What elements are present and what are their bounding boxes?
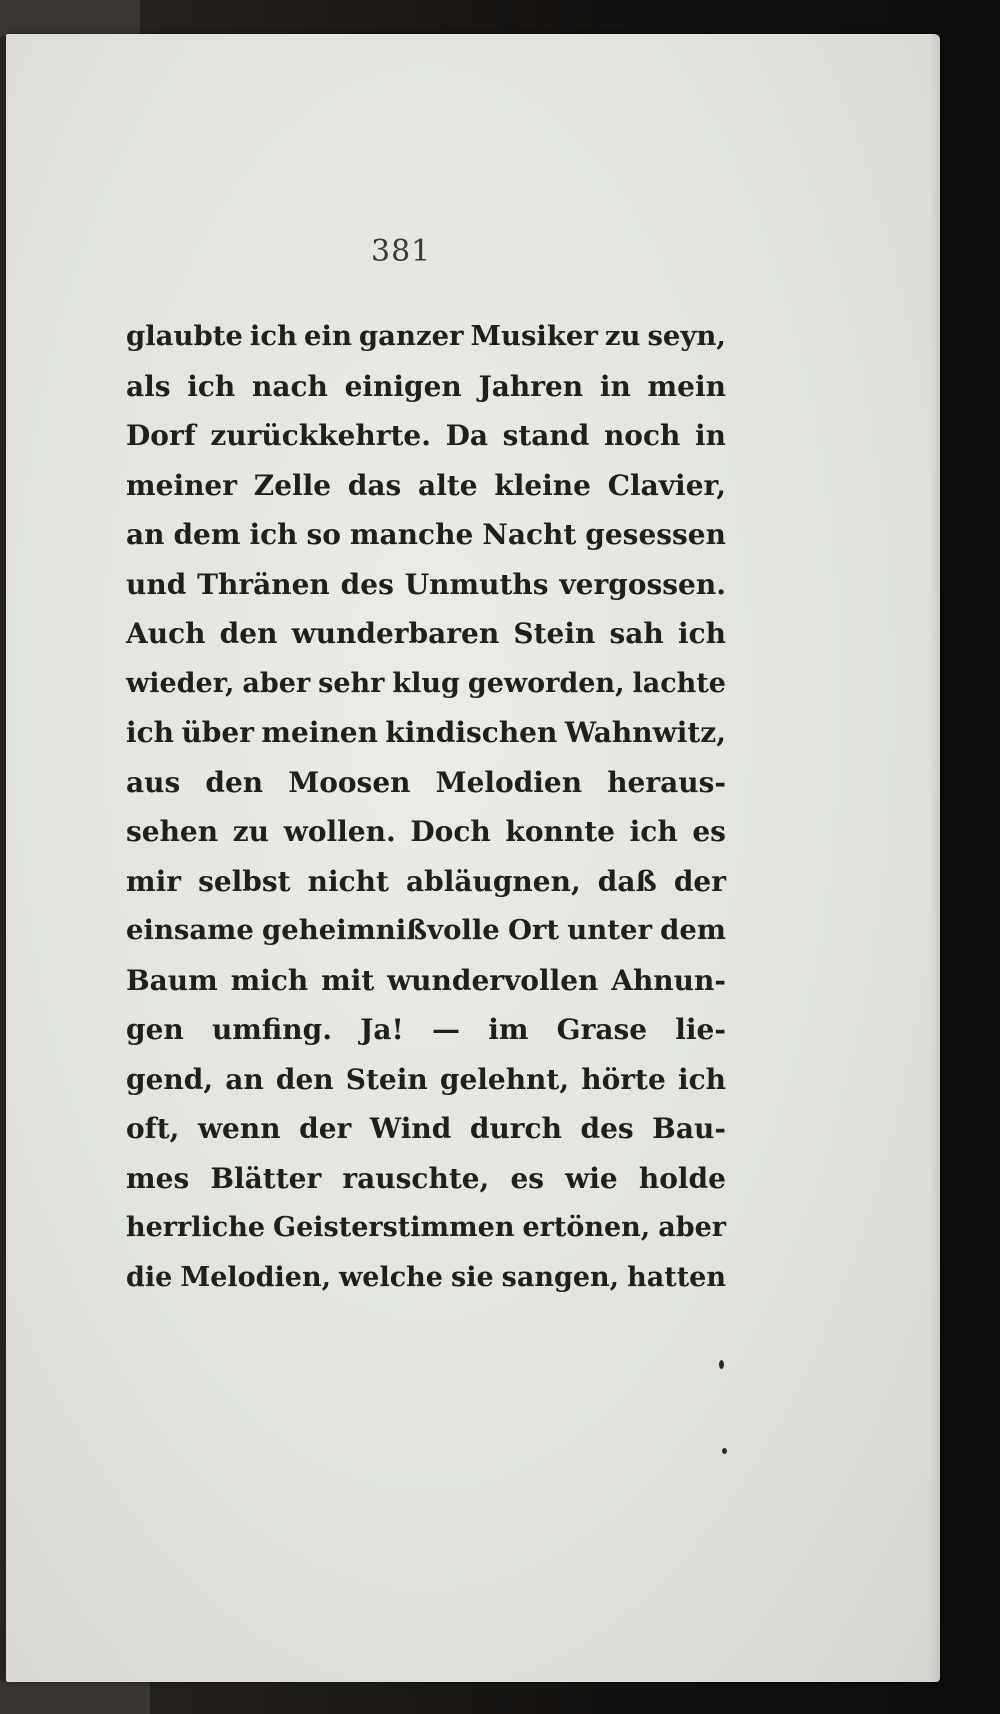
word: Moosen — [288, 765, 411, 799]
word: des — [580, 1112, 634, 1145]
word: an — [126, 518, 165, 551]
body-text — [126, 312, 726, 1302]
word: Doch — [410, 815, 491, 848]
word: klug — [392, 667, 460, 699]
text-line-16 — [126, 1055, 726, 1105]
word: Wind — [369, 1112, 452, 1145]
word: manche — [349, 518, 474, 551]
word: heraus- — [607, 765, 726, 799]
word: zurückkehrte. — [210, 419, 431, 452]
word: zu — [232, 815, 270, 848]
paper-speck — [722, 1448, 727, 1454]
word: herrliche — [126, 1212, 266, 1243]
word: ich — [249, 518, 298, 551]
word: meinen — [261, 716, 378, 749]
word: konnte — [505, 815, 615, 848]
word: mit — [321, 963, 375, 997]
word: Thränen — [197, 567, 330, 601]
word: kindischen — [385, 716, 558, 749]
text-line-2 — [126, 362, 726, 412]
word: Musiker — [470, 320, 598, 352]
word: hatten — [627, 1261, 726, 1293]
word: dem — [660, 914, 726, 946]
word: mes — [126, 1161, 190, 1195]
word: einsame — [126, 914, 254, 946]
word: dem — [173, 518, 241, 551]
word: durch — [469, 1112, 562, 1145]
word: einigen — [344, 369, 462, 403]
word: Stein — [513, 617, 596, 650]
word: gelehnt, — [439, 1062, 570, 1096]
word: gend, — [126, 1062, 214, 1096]
word: des — [340, 567, 394, 601]
page-edge-shadow — [930, 34, 940, 1682]
word: nicht — [307, 864, 389, 898]
word: im — [488, 1013, 529, 1046]
word: ich — [187, 369, 236, 403]
word: lie- — [675, 1013, 726, 1046]
word: der — [299, 1112, 352, 1145]
word: Blätter — [210, 1161, 322, 1195]
word: Zelle — [253, 468, 332, 502]
text-line-5 — [126, 510, 726, 560]
word: aber — [658, 1212, 726, 1243]
word: ich — [677, 617, 726, 650]
text-line-3 — [126, 411, 726, 461]
word: kleine — [494, 468, 591, 502]
word: wenn — [197, 1112, 281, 1145]
word: sehr — [318, 667, 385, 699]
text-line-11 — [126, 807, 726, 857]
text-line-1 — [126, 312, 726, 362]
word: Stein — [345, 1062, 428, 1096]
word: ich — [629, 815, 678, 848]
word: Ahnun- — [611, 963, 726, 997]
word: sehen — [126, 815, 219, 848]
paper-speck — [719, 1360, 724, 1369]
word: Jahren — [478, 369, 584, 403]
word: ich — [677, 1062, 726, 1096]
text-line-8 — [126, 659, 726, 709]
word: aus — [126, 765, 181, 799]
word: nach — [251, 369, 328, 403]
word: Geisterstimmen — [273, 1212, 515, 1243]
text-line-13 — [126, 906, 726, 956]
word: abläugnen, — [406, 864, 581, 898]
word: als — [126, 369, 171, 403]
word: sie — [451, 1261, 494, 1293]
word: den — [275, 1062, 334, 1096]
word: wieder, — [126, 667, 235, 699]
text-line-12 — [126, 857, 726, 907]
word: wollen. — [283, 815, 396, 848]
word: geworden, — [467, 667, 625, 699]
word: selbst — [198, 864, 291, 898]
word: — — [432, 1013, 461, 1046]
book-spine-top — [0, 0, 140, 36]
word: aber — [242, 667, 311, 699]
word: sangen, — [501, 1261, 620, 1293]
word: ganzer — [358, 320, 464, 352]
text-line-15 — [126, 1005, 726, 1055]
word: so — [306, 518, 341, 551]
word: wunderbaren — [291, 617, 500, 650]
word: zu — [604, 320, 641, 352]
word: oft, — [126, 1112, 180, 1145]
word: sah — [609, 617, 664, 650]
word: Auch — [126, 617, 206, 650]
word: der — [673, 864, 726, 898]
word: daß — [597, 864, 657, 898]
word: ich — [249, 320, 298, 352]
text-line-18 — [126, 1154, 726, 1204]
word: holde — [638, 1161, 726, 1195]
word: es — [510, 1161, 545, 1195]
text-line-14 — [126, 956, 726, 1006]
word: umfing. — [211, 1013, 332, 1046]
word: gen — [126, 1013, 184, 1046]
word: in — [599, 369, 631, 403]
word: unter — [567, 914, 652, 946]
word: über — [181, 716, 254, 749]
word: wundervollen — [387, 963, 599, 997]
word: stand — [502, 419, 590, 452]
word: alte — [418, 468, 478, 502]
word: hörte — [581, 1062, 666, 1096]
text-line-19 — [126, 1203, 726, 1253]
word: seyn, — [647, 320, 726, 352]
text-line-9 — [126, 708, 726, 758]
text-line-4 — [126, 461, 726, 511]
word: es — [692, 815, 726, 848]
word: ein — [304, 320, 352, 352]
text-line-20 — [126, 1253, 726, 1303]
word: den — [219, 617, 278, 650]
word: geheimnißvolle — [262, 914, 500, 946]
word: ertönen, — [522, 1212, 651, 1243]
word: Dorf — [126, 419, 196, 452]
word: Ort — [507, 914, 560, 946]
word: Nacht — [482, 518, 577, 551]
word: Da — [445, 419, 488, 452]
text-line-7 — [126, 609, 726, 659]
text-line-6 — [126, 560, 726, 610]
word: rauschte, — [342, 1161, 490, 1195]
word: lachte — [632, 667, 726, 699]
word: mein — [647, 369, 726, 403]
word: welche — [339, 1261, 443, 1293]
word: Ja! — [360, 1013, 404, 1046]
page-number: 381 — [371, 234, 432, 269]
word: mich — [230, 963, 309, 997]
book-page — [6, 34, 940, 1682]
word: noch — [603, 419, 681, 452]
word: Melodien, — [180, 1261, 332, 1293]
word: ich — [126, 716, 175, 749]
word: Clavier, — [607, 468, 726, 502]
book-spine-bottom — [0, 1682, 150, 1714]
word: an — [225, 1062, 264, 1096]
word: Unmuths — [404, 567, 549, 601]
word: Melodien — [435, 765, 583, 799]
word: meiner — [126, 468, 238, 502]
word: Baum — [126, 963, 218, 997]
word: wie — [565, 1161, 618, 1195]
text-line-17 — [126, 1104, 726, 1154]
word: das — [347, 468, 402, 502]
word: Bau- — [652, 1112, 726, 1145]
word: mir — [126, 864, 182, 898]
word: und — [126, 567, 187, 601]
text-line-10 — [126, 758, 726, 808]
word: glaubte — [126, 320, 243, 352]
word: gesessen — [585, 518, 726, 551]
word: Wahnwitz, — [564, 716, 726, 749]
word: in — [694, 419, 726, 452]
word: vergossen. — [559, 567, 726, 601]
word: Grase — [556, 1013, 648, 1046]
word: den — [205, 765, 264, 799]
word: die — [126, 1261, 173, 1293]
